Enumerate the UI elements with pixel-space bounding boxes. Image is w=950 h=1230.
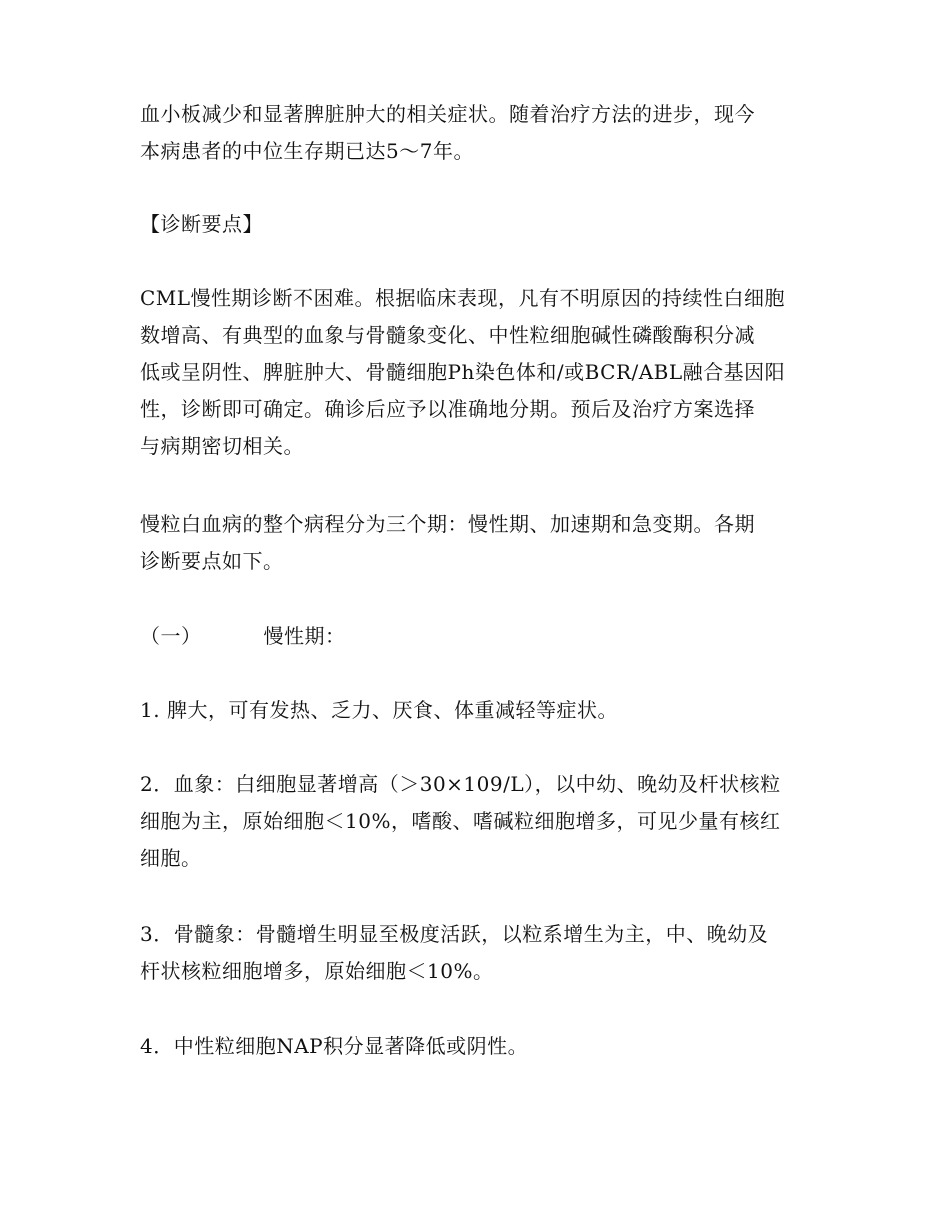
list-item-3 [140, 916, 820, 990]
text-line: 杆状核粒细胞增多，原始细胞＜10%。 [140, 959, 494, 983]
section-heading-chronic-phase [140, 618, 820, 655]
text-line: 3．骨髓象：骨髓增生明显至极度活跃，以粒系增生为主，中、晚幼及 [140, 922, 769, 946]
text-line: 诊断要点如下。 [140, 549, 284, 573]
text-line: 血小板减少和显著脾脏肿大的相关症状。随着治疗方法的进步，现今 [140, 102, 755, 126]
heading-diagnosis [140, 206, 820, 243]
text-line: 细胞。 [140, 846, 202, 870]
text-line: 与病期密切相关。 [140, 434, 304, 458]
text-line: 2．血象：白细胞显著增高（＞30×109/L），以中幼、晚幼及杆状核粒 [140, 772, 781, 796]
list-item-1 [140, 692, 820, 729]
text-line: 本病患者的中位生存期已达5～7年。 [140, 139, 474, 163]
text-line: 数增高、有典型的血象与骨髓象变化、中性粒细胞碱性磷酸酶积分减 [140, 323, 755, 347]
paragraph-prognosis [140, 96, 820, 170]
text-line: 细胞为主，原始细胞＜10%，嗜酸、嗜碱粒细胞增多，可见少量有核红 [140, 809, 781, 833]
heading-text: 【诊断要点】 [140, 212, 263, 236]
text-line: 低或呈阴性、脾脏肿大、骨髓细胞Ph染色体和/或BCR/ABL融合基因阳 [140, 360, 786, 384]
list-item-4 [140, 1028, 820, 1065]
paragraph-stages [140, 506, 820, 580]
paragraph-cml-diagnosis [140, 280, 820, 465]
section-title: 慢性期： [263, 624, 346, 648]
section-heading-line [140, 618, 820, 655]
list-item-2 [140, 766, 820, 877]
text-line: 性，诊断即可确定。确诊后应予以准确地分期。预后及治疗方案选择 [140, 397, 755, 421]
text-line: 4．中性粒细胞NAP积分显著降低或阴性。 [140, 1034, 529, 1058]
text-line: CML慢性期诊断不困难。根据临床表现，凡有不明原因的持续性白细胞 [140, 286, 786, 310]
text-line: 慢粒白血病的整个病程分为三个期：慢性期、加速期和急变期。各期 [140, 512, 755, 536]
text-line: 1. 脾大，可有发热、乏力、厌食、体重减轻等症状。 [140, 698, 618, 722]
section-number: （一） [140, 624, 202, 648]
